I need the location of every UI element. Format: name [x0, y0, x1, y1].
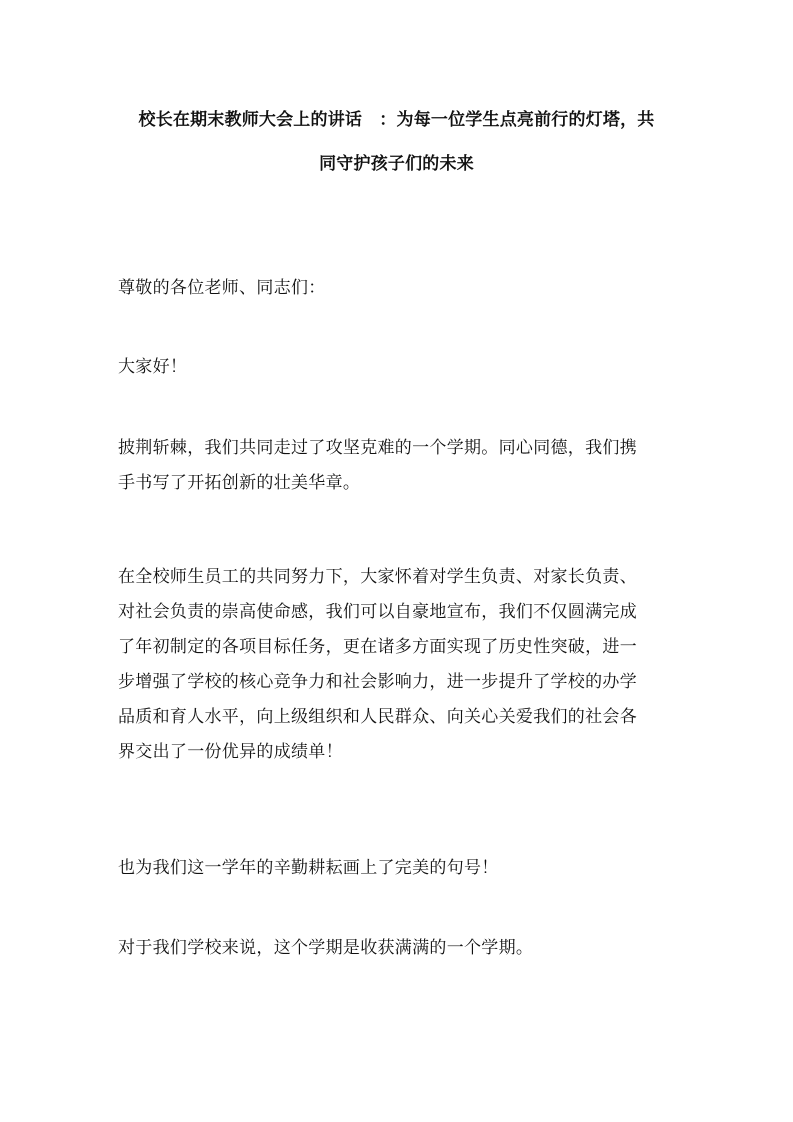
greeting-paragraph — [118, 350, 678, 385]
document-title — [118, 98, 675, 186]
title-line-2: 同守护孩子们的未来 — [319, 154, 474, 174]
paragraph-line: 尊敬的各位老师、同志们： — [118, 278, 326, 298]
paragraph-line: 披荆斩棘，我们共同走过了攻坚克难的一个学期。同心同德，我们携 — [118, 438, 637, 458]
title-line-1: 校长在期末教师大会上的讲话 ：为每一位学生点亮前行的灯塔，共 — [138, 110, 655, 130]
body-paragraph-2 — [118, 560, 678, 770]
paragraph-line: 也为我们这一学年的辛勤耕耘画上了完美的句号！ — [118, 858, 499, 878]
paragraph-line: 界交出了一份优异的成绩单！ — [118, 742, 343, 762]
body-paragraph-1 — [118, 431, 678, 501]
paragraph-line: 在全校师生员工的共同努力下，大家怀着对学生负责、对家长负责、 — [118, 567, 637, 587]
paragraph-line: 步增强了学校的核心竞争力和社会影响力，进一步提升了学校的办学 — [118, 672, 637, 692]
paragraph-line: 对于我们学校来说，这个学期是收获满满的一个学期。 — [118, 938, 534, 958]
paragraph-line: 对社会负责的崇高使命感，我们可以自豪地宣布，我们不仅圆满完成 — [118, 602, 637, 622]
body-paragraph-3 — [118, 851, 678, 886]
salutation-paragraph — [118, 271, 678, 306]
paragraph-line: 大家好！ — [118, 357, 188, 377]
paragraph-line: 手书写了开拓创新的壮美华章。 — [118, 473, 361, 493]
body-paragraph-4 — [118, 931, 678, 966]
paragraph-line: 了年初制定的各项目标任务，更在诸多方面实现了历史性突破，进一 — [118, 637, 637, 657]
paragraph-line: 品质和育人水平，向上级组织和人民群众、向关心关爱我们的社会各 — [118, 707, 637, 727]
